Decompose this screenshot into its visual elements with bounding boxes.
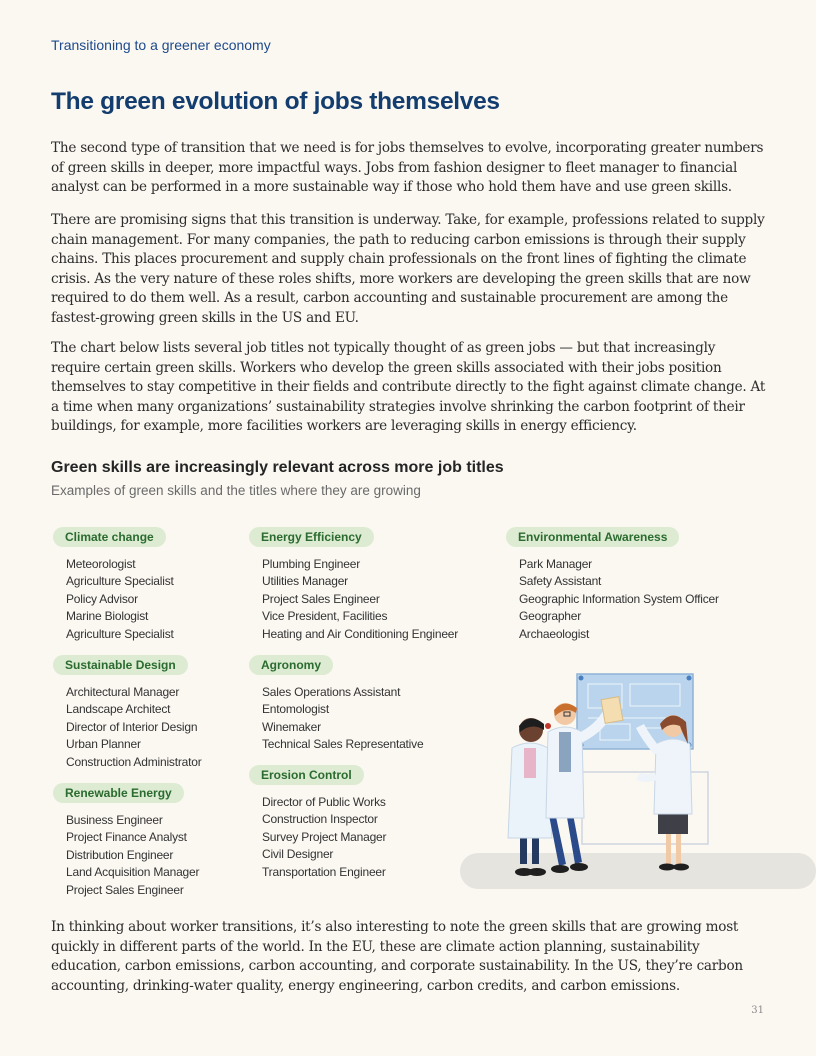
job-title: Marine Biologist xyxy=(66,609,149,624)
job-title: Agriculture Specialist xyxy=(66,574,174,589)
job-title: Plumbing Engineer xyxy=(262,557,360,571)
paragraph-chart-intro: The chart below lists several job titles not typically thought of as green jobs — but that increasingly require certain green skills. Workers who develop the green skills associated with their jobs position themselves to stay competitive in their fields and contribute directly to the fight against climate change. At a time when many organizations’ sustainability strategies involve shrinking the carbon footprint of their buildings, for example, more facilities workers are leveraging skills in energy efficiency. xyxy=(51,340,766,434)
chart-title: Green skills are increasingly relevant across more job titles xyxy=(51,459,504,476)
job-title: Policy Advisor xyxy=(66,591,138,606)
skill-pill: Renewable Energy xyxy=(53,783,184,803)
job-title: Winemaker xyxy=(262,719,321,734)
page-number: 31 xyxy=(751,1005,764,1016)
skill-pill: Agronomy xyxy=(249,655,333,675)
skill-group-energy-efficiency xyxy=(249,526,458,643)
job-title: Project Finance Analyst xyxy=(66,830,187,845)
job-title: Utilities Manager xyxy=(262,574,348,589)
skill-group-climate-change xyxy=(53,526,174,643)
scientists-illustration xyxy=(460,668,816,890)
job-title-list xyxy=(506,556,719,643)
skill-group-sustainable-design xyxy=(53,654,202,771)
skill-group-environmental-awareness xyxy=(506,526,719,643)
blueprint-board xyxy=(577,674,693,749)
job-title: Urban Planner xyxy=(66,737,141,752)
job-title: Architectural Manager xyxy=(66,685,180,699)
job-title: Sales Operations Assistant xyxy=(262,685,401,699)
job-title: Safety Assistant xyxy=(519,574,602,589)
job-title: Entomologist xyxy=(262,702,329,717)
job-title: Civil Designer xyxy=(262,847,334,862)
job-title-list xyxy=(53,556,174,643)
job-title: Geographic Information System Officer xyxy=(519,591,719,606)
job-title: Agriculture Specialist xyxy=(66,626,174,641)
page-title: The green evolution of jobs themselves xyxy=(51,88,500,115)
skill-group-agronomy xyxy=(249,654,423,754)
job-title: Survey Project Manager xyxy=(262,829,387,844)
job-title: Archaeologist xyxy=(519,626,590,641)
running-head: Transitioning to a greener economy xyxy=(51,37,271,53)
job-title: Director of Interior Design xyxy=(66,719,198,734)
job-title: Geographer xyxy=(519,609,582,624)
job-title: Construction Inspector xyxy=(262,812,378,827)
job-title-list xyxy=(53,684,202,771)
job-title: Land Acquisition Manager xyxy=(66,865,200,880)
skill-pill: Sustainable Design xyxy=(53,655,188,675)
job-title: Technical Sales Representative xyxy=(262,737,424,752)
job-title: Director of Public Works xyxy=(262,795,386,809)
job-title: Vice President, Facilities xyxy=(262,609,388,624)
skill-pill: Energy Efficiency xyxy=(249,527,374,547)
job-title-list xyxy=(249,794,386,881)
job-title: Heating and Air Conditioning Engineer xyxy=(262,626,459,641)
job-title: Construction Administrator xyxy=(66,754,202,769)
skill-pill: Environmental Awareness xyxy=(506,527,679,547)
chart-subtitle: Examples of green skills and the titles where they are growing xyxy=(51,483,421,498)
paragraph-intro: The second type of transition that we need is for jobs themselves to evolve, incorporating greater numbers of green skills in deeper, more impactful ways. Jobs from fashion designer to fleet manager to financial analyst can be performed in a more sustainable way if those who hold them have and use green skills. xyxy=(51,140,764,195)
job-title: Park Manager xyxy=(519,557,592,571)
job-title-list xyxy=(53,812,199,899)
skill-pill: Erosion Control xyxy=(249,765,364,785)
job-title: Transportation Engineer xyxy=(262,864,386,879)
job-title-list xyxy=(249,684,423,754)
job-title: Meteorologist xyxy=(66,557,136,571)
paragraph-supply-chain: There are promising signs that this transition is underway. Take, for example, professions related to supply chain management. For many companies, the path to reducing carbon emissions is through their supply chains. This places procurement and supply chain professionals on the front lines of fighting the climate crisis. As the very nature of these roles shifts, more workers are developing the green skills that are now required to do them well. As a result, carbon accounting and sustainable procurement are among the fastest-growing green skills in the US and EU. xyxy=(51,212,765,326)
job-title: Distribution Engineer xyxy=(66,847,174,862)
job-title-list xyxy=(249,556,458,643)
floor-shadow xyxy=(460,853,816,889)
job-title: Landscape Architect xyxy=(66,702,171,717)
skill-pill: Climate change xyxy=(53,527,166,547)
job-title: Project Sales Engineer xyxy=(66,882,184,897)
job-title: Business Engineer xyxy=(66,813,163,827)
skill-group-renewable-energy xyxy=(53,782,199,899)
paragraph-regional-skills: In thinking about worker transitions, it’s also interesting to note the green skills that are growing most quickly in different parts of the world. In the EU, these are climate action planning, sustainability education, carbon emissions, carbon accounting, and corporate sustainability. In the US, they’re carbon accounting, drinking-water quality, energy engineering, carbon credits, and carbon emissions. xyxy=(51,919,743,994)
job-title: Project Sales Engineer xyxy=(262,591,380,606)
skill-group-erosion-control xyxy=(249,764,386,881)
